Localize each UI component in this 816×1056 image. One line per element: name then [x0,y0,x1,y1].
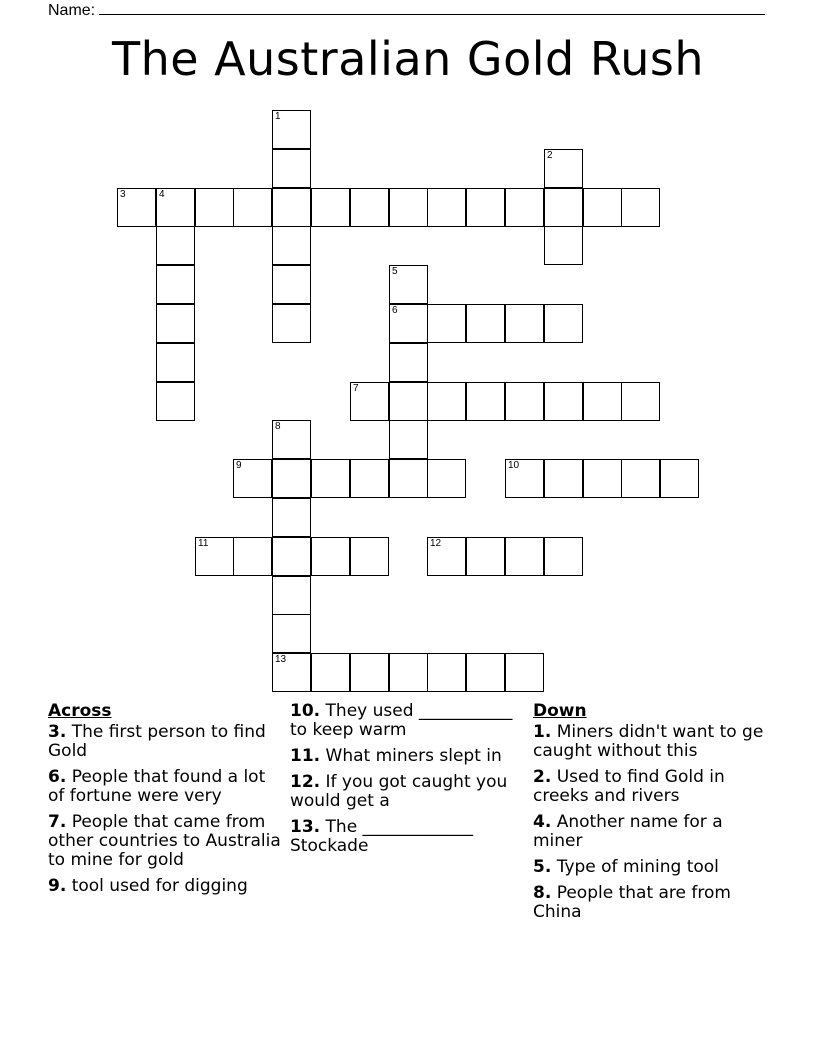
down-clues-column [533,702,773,929]
grid-cell[interactable] [272,537,311,576]
across-clues-column-1 [48,702,283,903]
grid-cell[interactable] [583,188,622,227]
grid-cell[interactable] [583,459,622,498]
grid-cell[interactable] [427,382,466,421]
grid-cell[interactable] [350,459,389,498]
across-clues-column-2 [290,702,518,863]
grid-cell[interactable] [466,188,505,227]
grid-cell[interactable] [272,614,311,653]
grid-cell[interactable] [233,459,272,498]
grid-cell[interactable] [389,653,428,692]
grid-cell[interactable] [195,188,234,227]
grid-cell[interactable] [350,653,389,692]
grid-cell[interactable] [427,653,466,692]
grid-cell[interactable] [427,537,466,576]
page-title: The Australian Gold Rush [112,32,704,86]
cell-number: 3 [120,189,126,200]
cell-number: 5 [392,266,398,277]
grid-cell[interactable] [311,459,350,498]
clue-across-9: 9. tool used for digging [48,876,248,896]
grid-cell[interactable] [389,459,428,498]
cell-number: 2 [547,150,553,161]
clue-down-1: 1. Miners didn't want to ge caught without this [533,722,764,761]
clue-across-3: 3. The first person to find Gold [48,722,266,761]
down-heading: Down [533,701,587,721]
grid-cell[interactable] [389,343,428,382]
clue-across-12: 12. If you got caught you would get a [290,772,508,811]
cell-number: 10 [508,460,520,471]
cell-number: 11 [198,538,209,549]
grid-cell[interactable] [350,188,389,227]
cell-number: 12 [430,538,442,549]
grid-cell[interactable] [544,382,583,421]
grid-cell[interactable] [544,304,583,343]
clue-across-10: 10. They used ___________ to keep warm [290,701,513,740]
grid-cell[interactable] [272,498,311,537]
grid-cell[interactable] [389,188,428,227]
grid-cell[interactable] [427,459,466,498]
grid-cell[interactable] [311,537,350,576]
grid-cell[interactable] [505,304,544,343]
grid-cell[interactable] [389,265,428,304]
grid-cell[interactable] [117,188,156,227]
clue-down-2: 2. Used to find Gold in creeks and rivers [533,767,725,806]
cell-number: 7 [353,383,359,394]
clue-across-7: 7. People that came from other countries to Australia to mine for gold [48,812,281,870]
grid-cell[interactable] [156,188,195,227]
grid-cell[interactable] [544,149,583,188]
grid-cell[interactable] [311,188,350,227]
grid-cell[interactable] [389,382,428,421]
grid-cell[interactable] [505,382,544,421]
grid-cell[interactable] [272,420,311,459]
grid-cell[interactable] [505,653,544,692]
grid-cell[interactable] [156,343,195,382]
grid-cell[interactable] [233,188,272,227]
grid-cell[interactable] [505,459,544,498]
grid-cell[interactable] [427,304,466,343]
grid-cell[interactable] [544,537,583,576]
grid-cell[interactable] [350,382,389,421]
grid-cell[interactable] [156,304,195,343]
cell-number: 13 [275,654,287,665]
grid-cell[interactable] [544,188,583,227]
grid-cell[interactable] [272,188,311,227]
grid-cell[interactable] [621,188,660,227]
clue-across-6: 6. People that found a lot of fortune were very [48,767,266,806]
grid-cell[interactable] [389,304,428,343]
name-label: Name: [48,2,96,19]
grid-cell[interactable] [621,459,660,498]
across-heading: Across [48,701,112,721]
grid-cell[interactable] [156,382,195,421]
grid-cell[interactable] [272,304,311,343]
grid-cell[interactable] [621,382,660,421]
grid-cell[interactable] [544,459,583,498]
grid-cell[interactable] [272,653,311,692]
clue-down-8: 8. People that are from China [533,883,731,922]
grid-cell[interactable] [156,265,195,304]
cell-number: 1 [275,111,281,122]
grid-cell[interactable] [272,265,311,304]
grid-cell[interactable] [233,537,272,576]
grid-cell[interactable] [272,149,311,188]
grid-cell[interactable] [272,226,311,265]
clue-down-5: 5. Type of mining tool [533,857,719,877]
grid-cell[interactable] [660,459,699,498]
clue-across-13: 13. The _____________ Stockade [290,817,474,856]
grid-cell[interactable] [427,188,466,227]
grid-cell[interactable] [583,382,622,421]
cell-number: 4 [159,189,165,200]
grid-cell[interactable] [505,537,544,576]
grid-cell[interactable] [389,420,428,459]
clue-down-4: 4. Another name for a miner [533,812,723,851]
grid-cell[interactable] [505,188,544,227]
grid-cell[interactable] [272,459,311,498]
grid-cell[interactable] [466,537,505,576]
grid-cell[interactable] [544,226,583,265]
grid-cell[interactable] [311,653,350,692]
cell-number: 6 [392,305,398,316]
grid-cell[interactable] [350,537,389,576]
grid-cell[interactable] [195,537,234,576]
cell-number: 8 [275,421,281,432]
grid-cell[interactable] [466,304,505,343]
grid-cell[interactable] [272,110,311,149]
grid-cell[interactable] [466,382,505,421]
cell-number: 9 [236,460,242,471]
clue-across-11: 11. What miners slept in [290,746,502,766]
grid-cell[interactable] [272,576,311,615]
grid-cell[interactable] [466,653,505,692]
grid-cell[interactable] [156,226,195,265]
